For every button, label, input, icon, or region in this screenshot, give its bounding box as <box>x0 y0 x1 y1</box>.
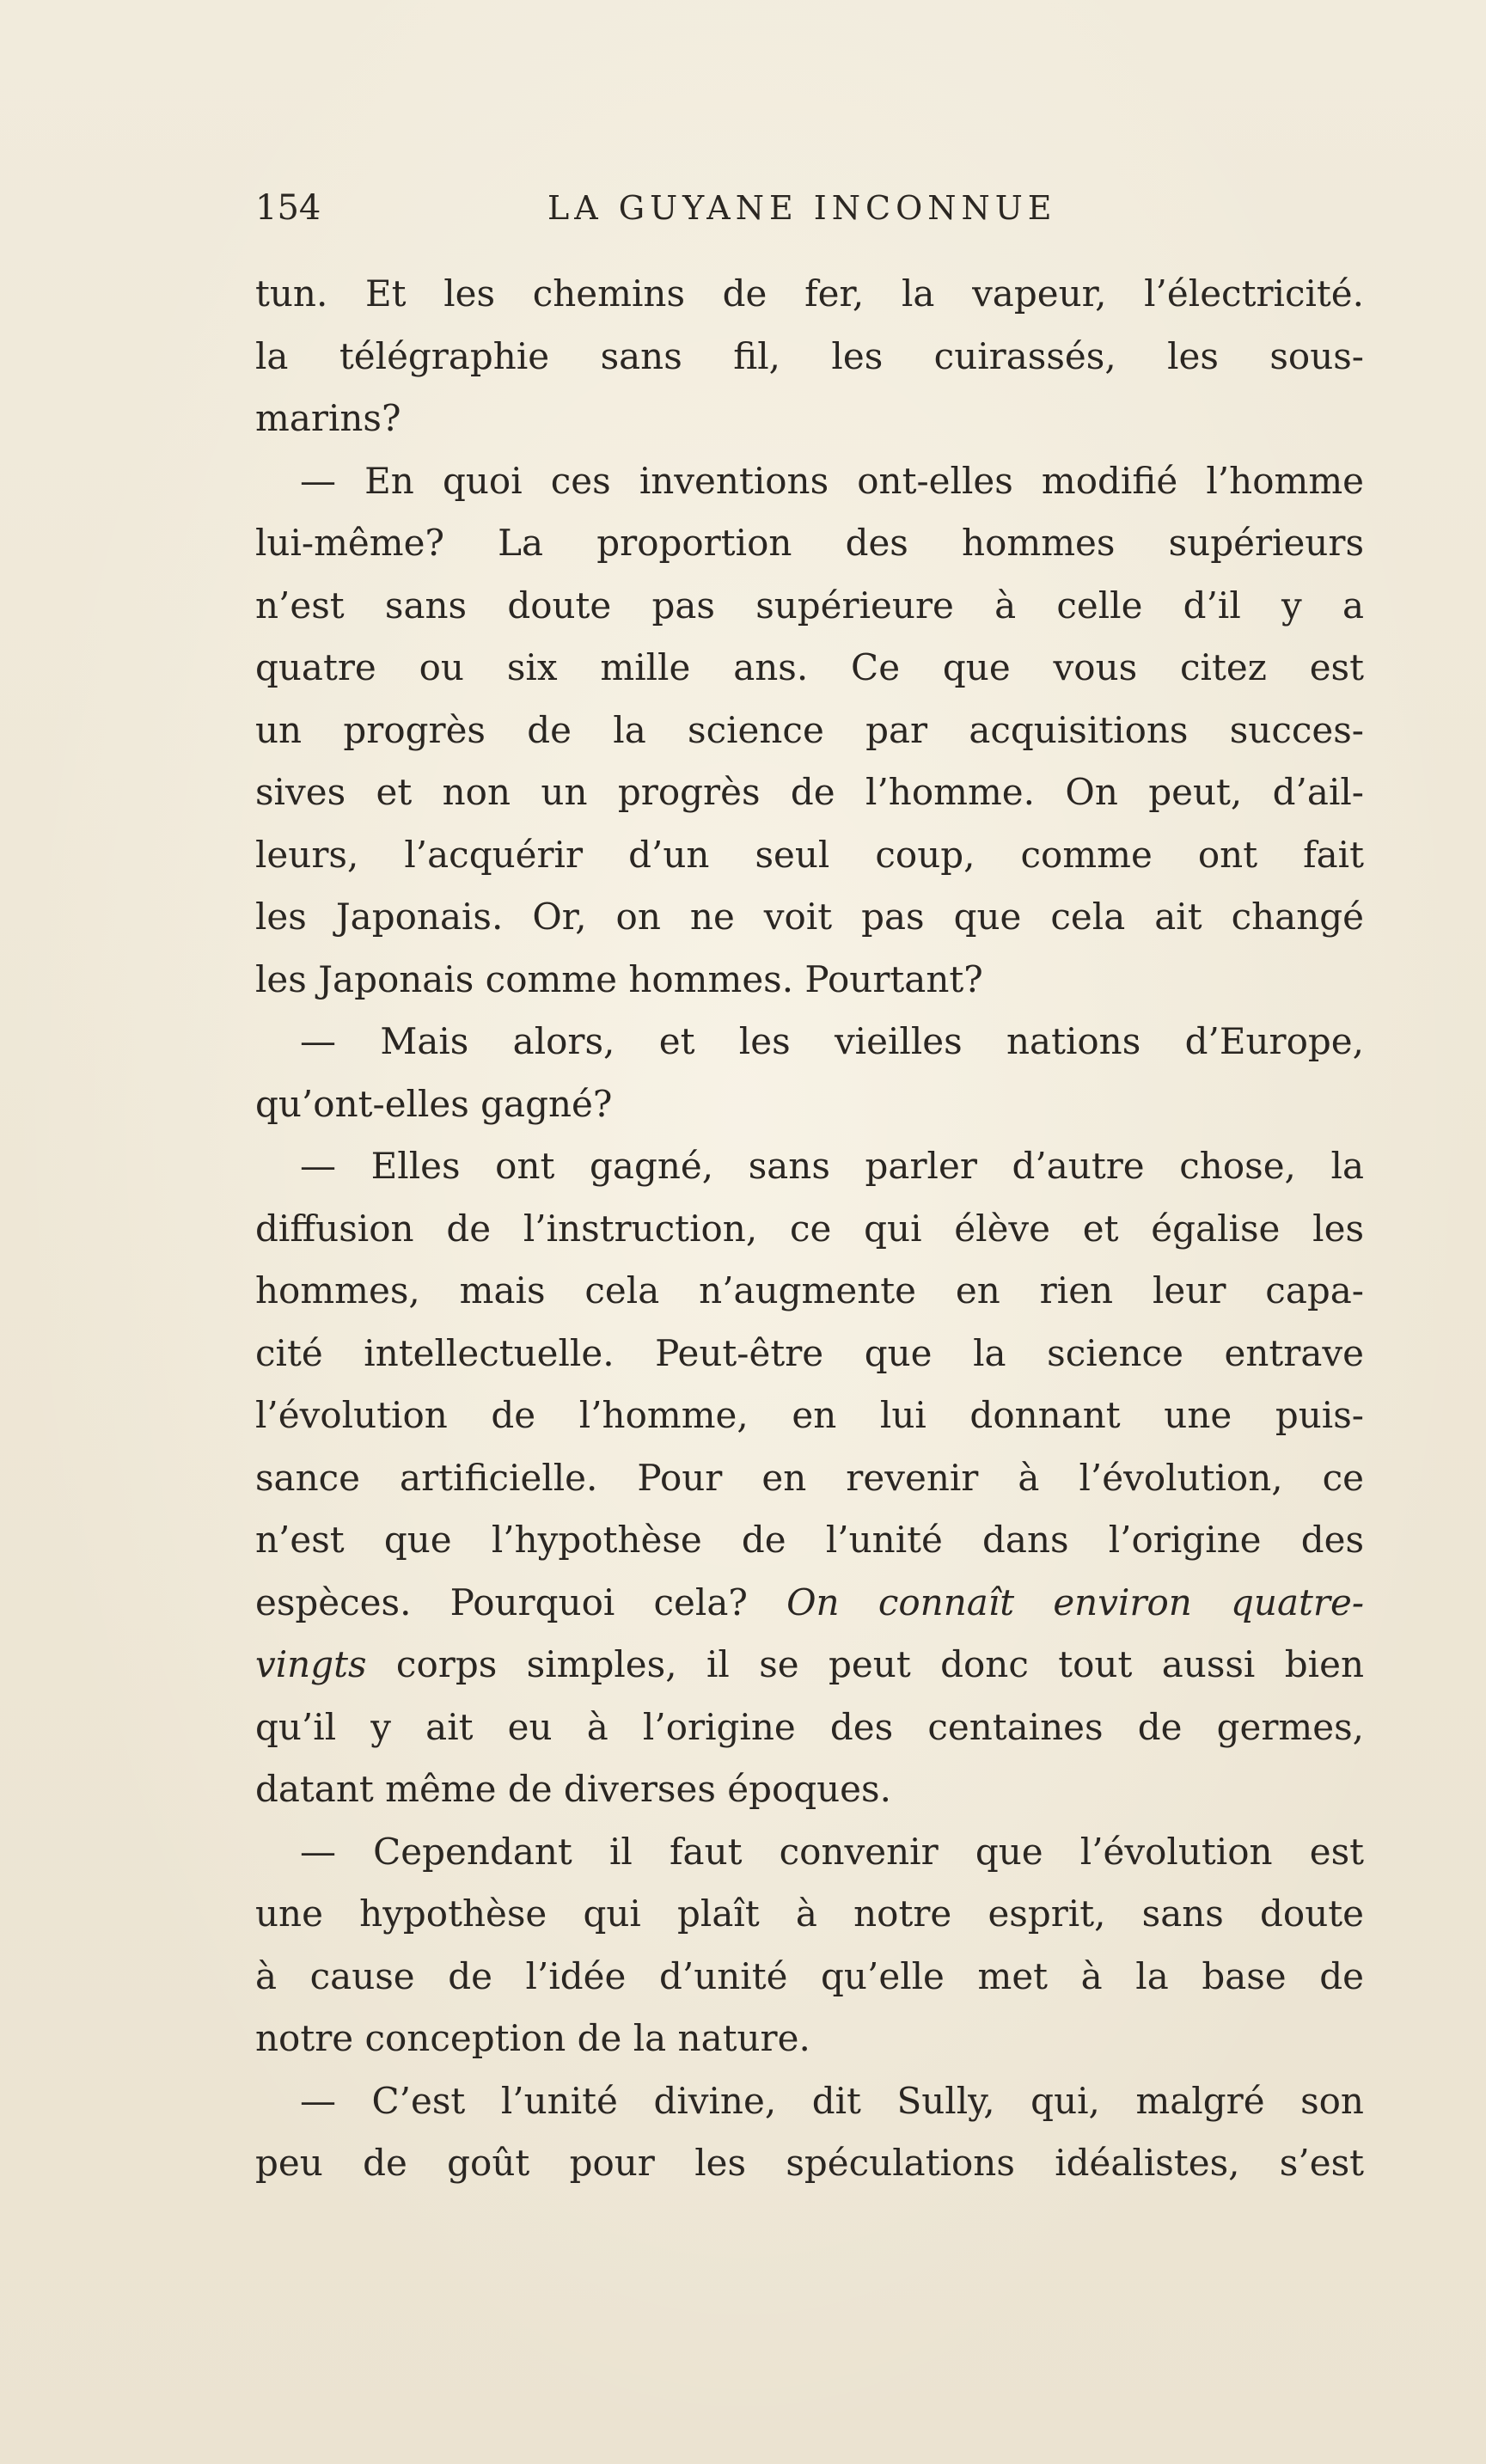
text-line <box>255 1634 1364 1697</box>
text-segment: l’évolution de l’homme, en lui donnant une puis- <box>255 1394 1364 1436</box>
text-segment: — Mais alors, et les vieilles nations d’Europe, <box>300 1020 1364 1062</box>
text-line <box>255 450 1364 513</box>
page-number: 154 <box>255 188 321 228</box>
text-line <box>255 1883 1364 1946</box>
text-segment: lui-même? La proportion des hommes supérieurs <box>255 522 1364 564</box>
text-line <box>255 1509 1364 1572</box>
text-segment: la télégraphie sans fil, les cuirassés, les sous- <box>255 334 1364 377</box>
text-segment: leurs, l’acquérir d’un seul coup, comme ont fait <box>255 833 1364 876</box>
text-segment: — Elles ont gagné, sans parler d’autre chose, la <box>300 1145 1364 1187</box>
text-line <box>255 1385 1364 1447</box>
text-line <box>255 512 1364 575</box>
text-line <box>255 949 1364 1012</box>
text-line <box>255 2132 1364 2195</box>
text-segment: corps simples, il se peut donc tout aussi bien <box>366 1643 1364 1685</box>
text-segment: marins? <box>255 397 401 439</box>
text-line <box>255 1260 1364 1323</box>
text-segment: quatre ou six mille ans. Ce que vous citez est <box>255 646 1364 688</box>
text-line <box>255 886 1364 949</box>
text-segment: espèces. Pourquoi cela? <box>255 1581 787 1623</box>
text-line <box>255 263 1364 326</box>
text-line <box>255 2008 1364 2070</box>
text-segment: les Japonais comme hommes. Pourtant? <box>255 957 983 1000</box>
text-segment: — En quoi ces inventions ont-elles modifié l’homme <box>300 459 1364 502</box>
text-segment: une hypothèse qui plaît à notre esprit, sans doute <box>255 1892 1364 1935</box>
text-segment: un progrès de la science par acquisitions succes- <box>255 708 1364 751</box>
text-line <box>255 1135 1364 1198</box>
text-line <box>255 1572 1364 1635</box>
page-header <box>255 182 1364 234</box>
text-line <box>255 1821 1364 1884</box>
text-segment: sives et non un progrès de l’homme. On peut, d’ail- <box>255 771 1364 813</box>
text-segment: qu’ont-elles gagné? <box>255 1082 613 1125</box>
text-segment: peu de goût pour les spéculations idéalistes, s’est <box>255 2142 1364 2184</box>
text-line <box>255 575 1364 638</box>
text-segment: tun. Et les chemins de fer, la vapeur, l’électricité. <box>255 272 1364 315</box>
text-segment-italic: On connaît environ quatre- <box>786 1581 1364 1623</box>
text-line <box>255 1198 1364 1261</box>
text-segment: n’est sans doute pas supérieure à celle d’il y a <box>255 584 1364 627</box>
body-text <box>255 263 1364 2195</box>
text-segment: cité intellectuelle. Peut-être que la science entrave <box>255 1331 1364 1374</box>
text-line <box>255 1011 1364 1073</box>
text-segment: diffusion de l’instruction, ce qui élève et égalise les <box>255 1207 1364 1250</box>
text-line <box>255 1073 1364 1136</box>
text-line <box>255 388 1364 450</box>
text-segment: qu’il y ait eu à l’origine des centaines de germes, <box>255 1705 1364 1748</box>
text-segment: hommes, mais cela n’augmente en rien leur capa- <box>255 1269 1364 1311</box>
text-segment: — Cependant il faut convenir que l’évolution est <box>300 1830 1364 1873</box>
text-segment: — C’est l’unité divine, dit Sully, qui, malgré son <box>300 2079 1364 2122</box>
text-segment: notre conception de la nature. <box>255 2017 810 2059</box>
text-line <box>255 1946 1364 2008</box>
text-segment: les Japonais. Or, on ne voit pas que cela ait changé <box>255 896 1364 938</box>
text-line <box>255 326 1364 388</box>
text-line <box>255 824 1364 887</box>
text-line <box>255 700 1364 762</box>
text-line <box>255 1447 1364 1510</box>
text-line <box>255 1697 1364 1759</box>
text-line <box>255 637 1364 700</box>
text-line <box>255 1758 1364 1821</box>
text-segment: à cause de l’idée d’unité qu’elle met à la base de <box>255 1954 1364 1997</box>
running-title: LA GUYANE INCONNUE <box>547 189 1057 227</box>
text-segment: sance artificielle. Pour en revenir à l’évolution, ce <box>255 1456 1364 1499</box>
text-segment-italic: vingts <box>255 1643 367 1685</box>
text-segment: n’est que l’hypothèse de l’unité dans l’origine des <box>255 1519 1364 1561</box>
text-line <box>255 761 1364 824</box>
text-line <box>255 1323 1364 1385</box>
text-line <box>255 2070 1364 2133</box>
text-segment: datant même de diverses époques. <box>255 1768 891 1810</box>
